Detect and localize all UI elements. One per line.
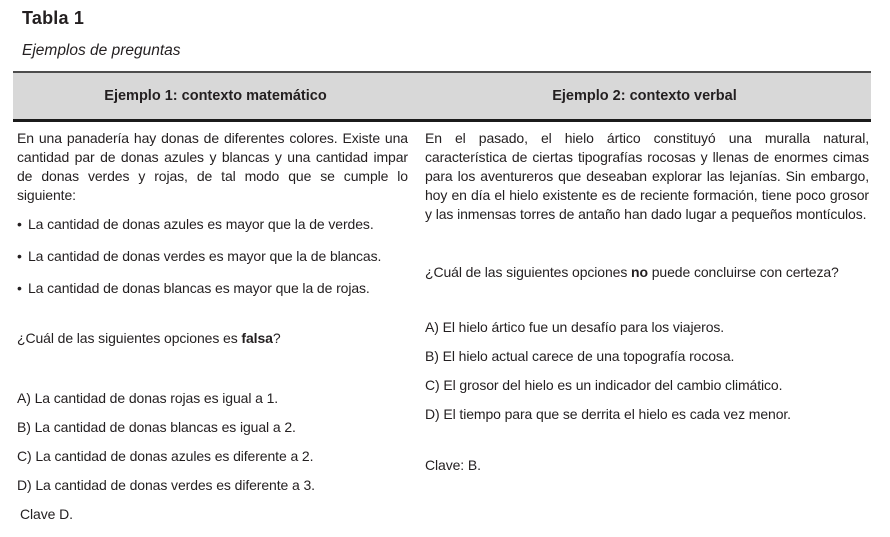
verbal-question bbox=[425, 263, 869, 282]
question-text: puede concluirse con certeza? bbox=[647, 264, 839, 280]
cell-math-example bbox=[13, 122, 418, 524]
bullet-icon: • bbox=[17, 280, 22, 296]
bullet-icon: • bbox=[17, 248, 22, 264]
option-a: A) El hielo ártico fue un desafío para los viajeros. bbox=[425, 319, 725, 335]
list-item-text: La cantidad de donas verdes es mayor que la de blancas. bbox=[28, 248, 382, 264]
verbal-answer-key: Clave: B. bbox=[425, 457, 481, 473]
question-text: ¿Cuál de las siguientes opciones es bbox=[17, 330, 242, 346]
list-item-text: La cantidad de donas blancas es mayor que la de rojas. bbox=[28, 280, 370, 296]
math-intro-paragraph: En una panadería hay donas de diferentes colores. Existe una cantidad par de donas azules y blancas y una cantidad impar de donas verdes y rojas, de tal modo que se cumple lo siguiente: bbox=[17, 130, 408, 203]
table-body-row bbox=[13, 122, 871, 524]
examples-table bbox=[13, 71, 871, 524]
cell-verbal-example bbox=[418, 122, 871, 524]
math-conditions-list bbox=[17, 215, 408, 298]
option-c: C) La cantidad de donas azules es diferente a 2. bbox=[17, 448, 314, 464]
question-emphasis: no bbox=[631, 264, 648, 280]
option-b: B) El hielo actual carece de una topografía rocosa. bbox=[425, 348, 735, 364]
question-text: ? bbox=[272, 330, 281, 346]
table-title: Tabla 1 bbox=[22, 8, 85, 28]
column-header-math-context: Ejemplo 1: contexto matemático bbox=[104, 88, 327, 104]
question-emphasis: falsa bbox=[241, 330, 273, 346]
table-subtitle: Ejemplos de preguntas bbox=[22, 42, 181, 59]
option-a: A) La cantidad de donas rojas es igual a 1. bbox=[17, 390, 279, 406]
column-header-verbal-context: Ejemplo 2: contexto verbal bbox=[552, 88, 737, 104]
option-b: B) La cantidad de donas blancas es igual a 2. bbox=[17, 419, 296, 435]
list-item bbox=[17, 215, 408, 234]
math-question bbox=[17, 329, 408, 348]
verbal-intro-paragraph: En el pasado, el hielo ártico constituyó una muralla natural, característica de ciertas tipografías rocosas y llenas de enormes cimas para los aventureros que deseaban explorar las lejanías. Sin embargo, hoy en día el hielo existente es de reciente formación, tiene poco grosor y las inmensas torres de antaño han dado lugar a pequeños montículos. bbox=[425, 130, 869, 222]
list-item bbox=[17, 279, 408, 298]
math-options-list bbox=[17, 389, 408, 495]
bullet-icon: • bbox=[17, 216, 22, 232]
math-answer-key: Clave D. bbox=[20, 506, 73, 522]
option-d: D) El tiempo para que se derrita el hielo es cada vez menor. bbox=[425, 406, 791, 422]
question-text: ¿Cuál de las siguientes opciones bbox=[425, 264, 632, 280]
list-item bbox=[17, 247, 408, 266]
option-d: D) La cantidad de donas verdes es diferente a 3. bbox=[17, 477, 315, 493]
list-item-text: La cantidad de donas azules es mayor que la de verdes. bbox=[28, 216, 374, 232]
verbal-options-list bbox=[425, 318, 869, 424]
option-c: C) El grosor del hielo es un indicador del cambio climático. bbox=[425, 377, 783, 393]
table-header-row bbox=[13, 73, 871, 122]
